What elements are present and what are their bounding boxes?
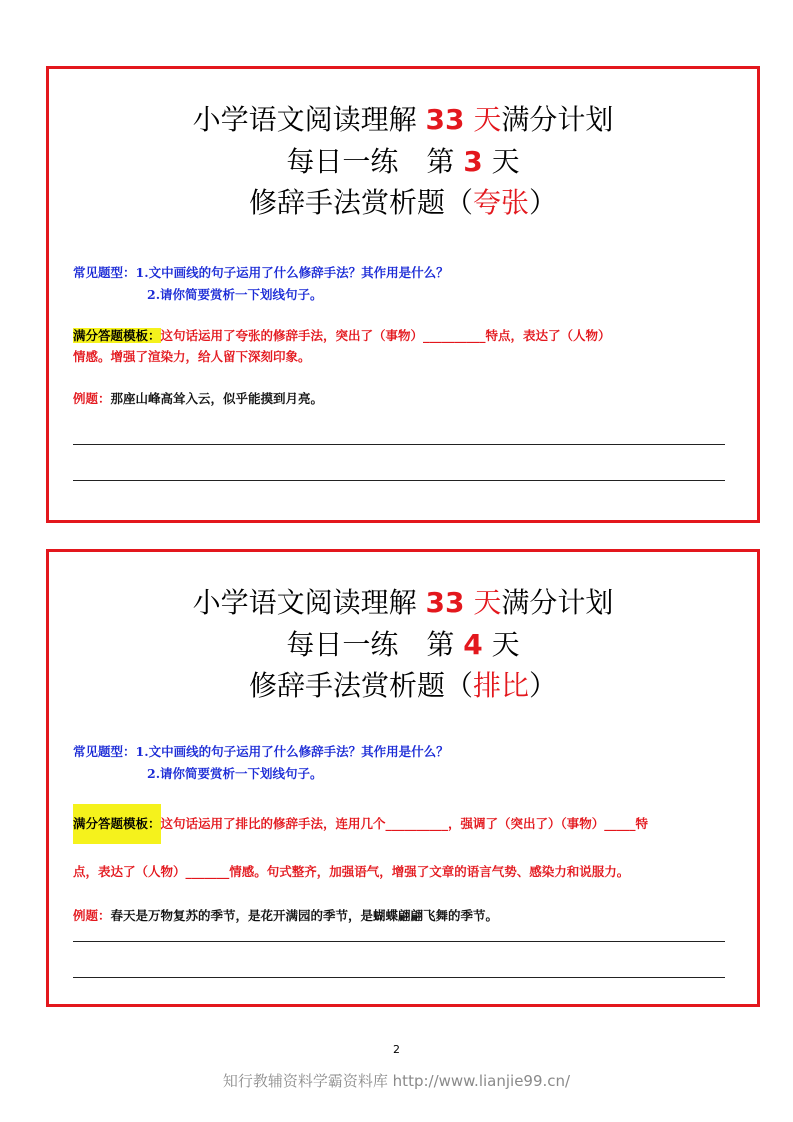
answer-template-line-1: 满分答题模板：这句话运用了排比的修辞手法，连用几个__________，强调了（突出了）（事物）_____特 — [73, 804, 648, 844]
card-title: 小学语文阅读理解 33 天满分计划 — [192, 586, 614, 619]
example-line: 例题：春天是万物复苏的季节，是花开满园的季节，是蝴蝶翩翩飞舞的季节。 — [73, 908, 499, 923]
question-type-line-1: 常见题型：1.文中画线的句子运用了什么修辞手法？其作用是什么？ — [73, 265, 449, 280]
answer-line — [73, 977, 725, 978]
page-number: 2 — [393, 1043, 400, 1056]
card-topic-line: 修辞手法赏析题（排比） — [248, 669, 558, 702]
answer-template-label: 满分答题模板： — [73, 328, 161, 343]
question-type-line-2: 2.请你简要赏析一下划线句子。 — [147, 766, 323, 781]
card-title: 小学语文阅读理解 33 天满分计划 — [192, 103, 614, 136]
card-day-line: 每日一练 第 4 天 — [286, 628, 520, 661]
card-topic-line: 修辞手法赏析题（夸张） — [248, 186, 558, 219]
answer-line — [73, 444, 725, 445]
answer-line — [73, 941, 725, 942]
answer-template-line-2: 情感。增强了渲染力，给人留下深刻印象。 — [73, 349, 311, 364]
example-label: 例题： — [73, 391, 111, 406]
answer-template-line-1: 满分答题模板：这句话运用了夸张的修辞手法，突出了（事物）__________特点，表达了（人物） — [73, 328, 611, 343]
example-label: 例题： — [73, 908, 111, 923]
answer-line — [73, 480, 725, 481]
question-type-line-1: 常见题型：1.文中画线的句子运用了什么修辞手法？其作用是什么？ — [73, 744, 449, 759]
answer-template-label: 满分答题模板： — [73, 804, 161, 844]
practice-card-day-3 — [46, 66, 760, 523]
card-day-line: 每日一练 第 3 天 — [286, 145, 520, 178]
answer-template-line-2: 点，表达了（人物）_______情感。句式整齐，加强语气，增强了文章的语言气势、感染力和说服力。 — [73, 864, 630, 879]
practice-card-day-4 — [46, 549, 760, 1007]
footer-watermark: 知行教辅资料学霸资料库 http://www.lianjie99.cn/ — [222, 1072, 571, 1090]
question-type-line-2: 2.请你简要赏析一下划线句子。 — [147, 287, 323, 302]
example-line: 例题：那座山峰高耸入云，似乎能摸到月亮。 — [73, 391, 324, 406]
